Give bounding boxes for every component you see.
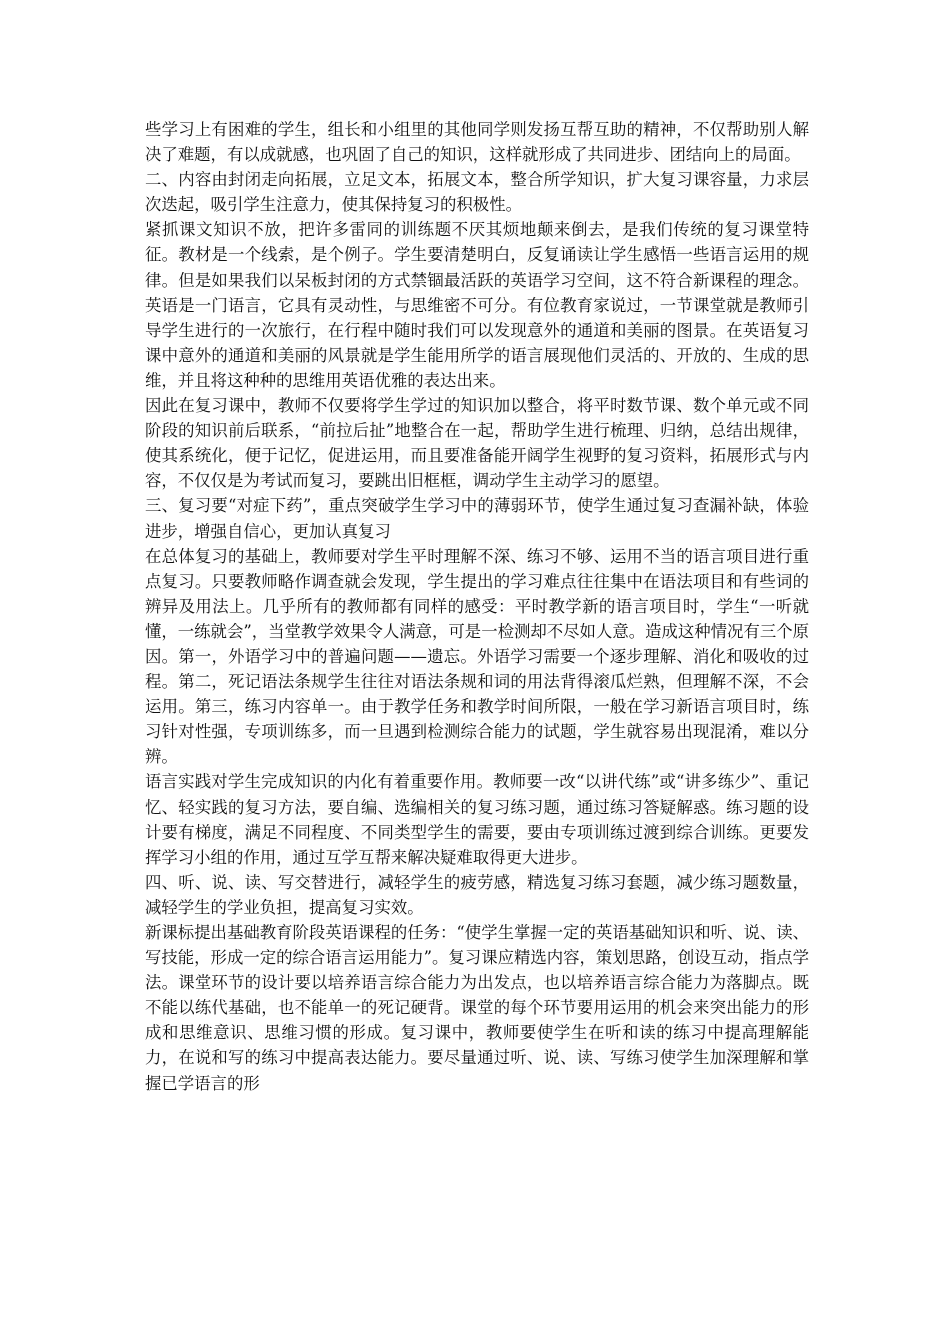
paragraph: 在总体复习的基础上，教师要对学生平时理解不深、练习不够、运用不当的语言项目进行重点复习。只要教师略作调查就会发现，学生提出的学习难点往往集中在语法项目和有些词的辨异及用法上。几乎所有的教师都有同样的感受：平时教学新的语言项目时，学生“一听就懂，一练就会”，当堂教学效果令人满意，可是一检测却不尽如人意。造成这种情况有三个原因。第一，外语学习中的普遍问题——遗忘。外语学习需要一个逐步理解、消化和吸收的过程。第二，死记语法条规学生往往对语法条规和词的用法背得滚瓜烂熟，但理解不深，不会运用。第三，练习内容单一。由于教学任务和教学时间所限，一般在学习新语言项目时，练习针对性强，专项训练多，而一旦遇到检测综合能力的试题，学生就容易出现混淆，难以分辨。 [145,546,810,767]
paragraph-continuation: 些学习上有困难的学生，组长和小组里的其他同学则发扬互帮互助的精神，不仅帮助别人解决了难题，有以成就感，也巩固了自己的知识，这样就形成了共同进步、团结向上的局面。 [145,120,809,165]
document-body [145,117,809,1096]
section-heading-2: 二、内容由封闭走向拓展，立足文本，拓展文本，整合所学知识，扩大复习课容量，力求层次迭起，吸引学生注意力，使其保持复习的积极性。 [145,170,809,215]
paragraph: 语言实践对学生完成知识的内化有着重要作用。教师要一改“以讲代练”或“讲多练少”、重记忆、轻实践的复习方法，要自编、选编相关的复习练习题，通过练习答疑解惑。练习题的设计要有梯度，满足不同程度、不同类型学生的需要，要由专项训练过渡到综合训练。更要发挥学习小组的作用，通过互学互帮来解决疑难取得更大进步。 [145,772,809,867]
section-heading-4: 四、听、说、读、写交替进行，减轻学生的疲劳感，精选复习练习套题，减少练习题数量，减轻学生的学业负担，提高复习实效。 [145,872,809,917]
paragraph: 因此在复习课中，教师不仅要将学生学过的知识加以整合，将平时数节课、数个单元或不同阶段的知识前后联系，“前拉后扯”地整合在一起，帮助学生进行梳理、归纳，总结出规律，使其系统化，便于记忆，促进运用，而且要准备能开阔学生视野的复习资料，拓展形式与内容，不仅仅是为考试而复习，要跳出旧框框，调动学生主动学习的愿望。 [145,396,809,491]
paragraph: 紧抓课文知识不放，把许多雷同的训练题不厌其烦地颠来倒去，是我们传统的复习课堂特征。教材是一个线索，是个例子。学生要清楚明白，反复诵读让学生感悟一些语言运用的规律。但是如果我们以呆板封闭的方式禁锢最活跃的英语学习空间，这不符合新课程的理念。英语是一门语言，它具有灵动性，与思维密不可分。有位教育家说过，一节课堂就是教师引导学生进行的一次旅行，在行程中随时我们可以发现意外的通道和美丽的图景。在英语复习课中意外的通道和美丽的风景就是学生能用所学的语言展现他们灵活的、开放的、生成的思维，并且将这种种的思维用英语优雅的表达出来。 [145,220,809,390]
section-heading-3: 三、复习要“对症下药”，重点突破学生学习中的薄弱环节，使学生通过复习查漏补缺，体验进步，增强自信心，更加认真复习 [145,496,809,541]
paragraph: 新课标提出基础教育阶段英语课程的任务：“使学生掌握一定的英语基础知识和听、说、读、写技能，形成一定的综合语言运用能力”。复习课应精选内容，策划思路，创设互动，指点学法。课堂环节的设计要以培养语言综合能力为出发点，也以培养语言综合能力为落脚点。既不能以练代基础，也不能单一的死记硬背。课堂的每个环节要用运用的机会来突出能力的形成和思维意识、思维习惯的形成。复习课中，教师要使学生在听和读的练习中提高理解能力，在说和写的练习中提高表达能力。要尽量通过听、说、读、写练习使学生加深理解和掌握已学语言的形 [145,923,810,1093]
